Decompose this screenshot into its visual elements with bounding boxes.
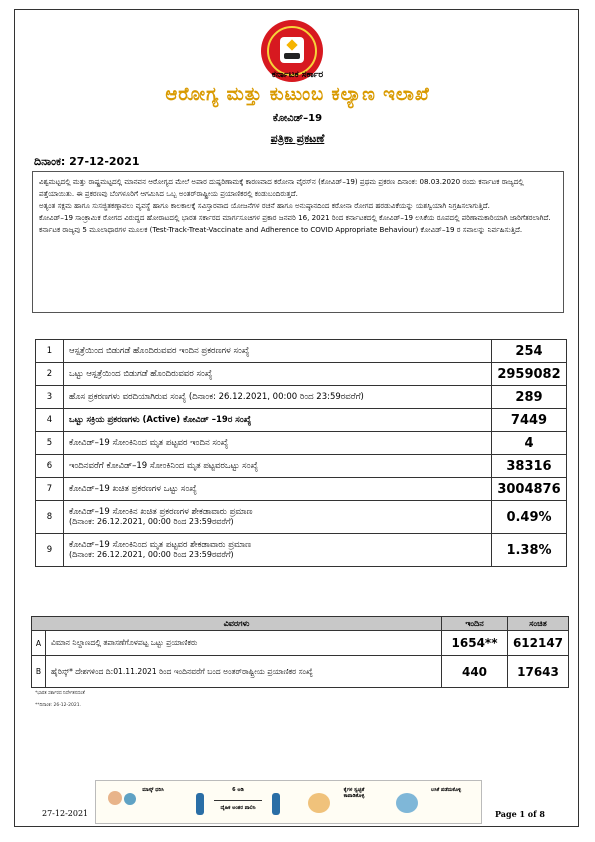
row-number: 4 (36, 409, 64, 432)
mask-person-icon (124, 793, 136, 805)
row-label-cell (64, 534, 492, 567)
table-row (36, 432, 567, 455)
covid-heading: ಕೋವಿಡ್–19 (272, 113, 323, 124)
row-number: 2 (36, 363, 64, 386)
row-label: ಹೈರಿಸ್ಕ್* ದೇಶಗಳಿಂದ ದಿ:01.11.2021 ರಿಂದ ಇಂದಿನವರೆಗೆ ಬಂದ ಅಂತರ್‌ರಾಷ್ಟ್ರೀಯ ಪ್ರಯಾಣಿಕರ ಸಂಖ್ಯೆ (46, 656, 442, 688)
distance-caption: ದೈಹಿಕ ಅಂತರ ಪಾಲಿಸಿ (220, 805, 256, 811)
intro-paragraph: ವಿಶ್ವಮಟ್ಟದಲ್ಲಿ ಮತ್ತು ರಾಷ್ಟ್ರಮಟ್ಟದಲ್ಲಿ ಮಾನವನ ಆರೋಗ್ಯದ ಮೇಲೆ ಅಪಾರ ದುಷ್ಪರಿಣಾಮಕ್ಕೆ ಕಾರಣವಾದ ಕರೋನಾ ವೈರಸ್‌ನ (ಕೋವಿಡ್–19) ಪ್ರಥಮ ಪ್ರಕರಣ ದಿನಾಂಕ: 08.03.2020 ರಂದು ಕರ್ನಾಟಕ ರಾಜ್ಯದಲ್ಲಿ ಪತ್ತೆಯಾಯಿತು. ಈ ಪ್ರಕರಣವು ಬೆಂಗಳೂರಿಗೆ ಆಗಮಿಸಿದ ಒಬ್ಬ ಅಂತರ್‌ರಾಷ್ಟ್ರೀಯ ಪ್ರಯಾಣಿಕರಲ್ಲಿ ಕಂಡುಬಂದಿರುತ್ತದೆ. (39, 177, 524, 198)
person-icon (272, 793, 280, 815)
covid-appropriate-behaviour-banner (95, 780, 482, 824)
row-label: ಇಂದಿನವರೆಗೆ ಕೋವಿಡ್–19 ಸೋಂಕಿನಿಂದ ಮೃತ ಪಟ್ಟವರಒಟ್ಟು ಸಂಖ್ಯೆ (64, 455, 492, 478)
row-number: 7 (36, 478, 64, 501)
row-label: ಒಟ್ಟು ಸಕ್ರಿಯ ಪ್ರಕರಣಗಳು (Active) ಕೋವಿಡ್ –19ರ ಸಂಖ್ಯೆ (64, 409, 492, 432)
table-row (32, 631, 569, 656)
mask-person-icon (108, 791, 122, 805)
person-icon (196, 793, 204, 815)
row-number: 8 (36, 501, 64, 534)
table-row (36, 455, 567, 478)
table-row (36, 386, 567, 409)
table-row (36, 501, 567, 534)
header-details: ವಿವರಗಳು (32, 617, 442, 631)
row-label-cell (64, 501, 492, 534)
intro-box (32, 171, 564, 313)
department-title: ಆರೋಗ್ಯ ಮತ್ತು ಕುಟುಂಬ ಕಲ್ಯಾಣ ಇಲಾಖೆ (165, 84, 430, 105)
intro-paragraph: ಅತ್ಯಂತ ಸಕ್ಷಮ ಹಾಗೂ ಸುಸಜ್ಜಿತಕಣ್ಗಾವಲು ವ್ಯವಸ್ಥೆ ಹಾಗೂ ಕಾಲಕಾಲಕ್ಕೆ ಸವಿಸ್ತಾರವಾದ ಯೋಜನೆಗಳ ರಚನೆ ಹಾಗೂ ಅನುಷ್ಠಾನದಿಂದ ಕರೋನಾ ರೋಗದ ಹರಡುವಿಕೆಯನ್ನು ಯಶಸ್ವಿಯಾಗಿ ನಿಗ್ರಹಿಸಲಾಗುತ್ತಿದೆ. (39, 201, 490, 210)
footnote-high-risk: *ಭಾರತ ಸರ್ಕಾರದ ನಿರ್ದೇಶನದಂತೆ (35, 691, 85, 696)
row-today: 440 (442, 656, 508, 688)
row-today: 1654** (442, 631, 508, 656)
header-cumulative: ಸಂಚಿತ (508, 617, 569, 631)
row-sublabel: (ದಿನಾಂಕ: 26.12.2021, 00:00 ರಿಂದ 23:59ರವರೆಗೆ) (69, 550, 234, 559)
release-date: ದಿನಾಂಕ: 27-12-2021 (34, 155, 140, 168)
row-cumulative: 17643 (508, 656, 569, 688)
intro-paragraph: ಕೋವಿಡ್–19 ಸಾಂಕ್ರಾಮಿಕ ರೋಗದ ವಿರುದ್ಧದ ಹೋರಾಟದಲ್ಲಿ ಭಾರತ ಸರ್ಕಾರದ ಮಾರ್ಗಸೂಚಿಗಳ ಪ್ರಕಾರ ಜನವರಿ 16, 2021 ರಿಂದ ಕರ್ನಾಟಕದಲ್ಲಿ ಕೋವಿಡ್–19 ಲಸಿಕೆಯ ರೂಪದಲ್ಲಿ ಪರಿಣಾಮಕಾರಿಯಾಗಿ ಜಾರಿಗೆತರಲಾಗಿದೆ. (39, 213, 551, 222)
footnote-date: **ದಿನಾಂಕ: 26-12-2021. (35, 703, 82, 708)
page-number: Page 1 of 8 (495, 809, 545, 819)
row-label: ಕೋವಿಡ್–19 ಸೋಂಕಿನಿಂದ ಮೃತ ಪಟ್ಟವರ ಇಂದಿನ ಸಂಖ್ಯೆ (64, 432, 492, 455)
row-label: ಕೋವಿಡ್–19 ಖಚಿತ ಪ್ರಕರಣಗಳ ಒಟ್ಟು ಸಂಖ್ಯೆ (64, 478, 492, 501)
row-label: ಒಟ್ಟು ಆಸ್ಪತ್ರೆಯಿಂದ ಬಿಡುಗಡೆ ಹೊಂದಿರುವವರ ಸಂಖ್ಯೆ (64, 363, 492, 386)
row-number: 6 (36, 455, 64, 478)
government-name: ಕರ್ನಾಟಕ ಸರ್ಕಾರ (271, 70, 324, 80)
row-value: 0.49% (492, 501, 567, 534)
row-number: 3 (36, 386, 64, 409)
row-letter: B (32, 656, 46, 688)
table-row (36, 534, 567, 567)
vaccine-icon (396, 793, 418, 813)
row-value: 4 (492, 432, 567, 455)
handwash-icon (308, 793, 330, 813)
press-release-heading: ಪತ್ರಿಕಾ ಪ್ರಕಟಣೆ (270, 132, 325, 145)
row-number: 9 (36, 534, 64, 567)
travel-table (31, 616, 569, 688)
row-value: 38316 (492, 455, 567, 478)
row-value: 3004876 (492, 478, 567, 501)
distance-top: 6 ಅಡಿ (232, 787, 244, 793)
mask-caption: ಮಾಸ್ಕ್ ಧರಿಸಿ (142, 787, 164, 793)
table-row (32, 656, 569, 688)
row-value: 254 (492, 340, 567, 363)
header-today: ಇಂದಿನ (442, 617, 508, 631)
vaccine-caption: ಲಸಿಕೆ ಪಡೆದುಕೊಳ್ಳಿ (430, 787, 462, 793)
row-number: 1 (36, 340, 64, 363)
row-value: 7449 (492, 409, 567, 432)
row-label: ಹೊಸ ಪ್ರಕರಣಗಳು ವರದಿಯಾಗಿರುವ ಸಂಖ್ಯೆ (ದಿನಾಂಕ: 26.12.2021, 00:00 ರಿಂದ 23:59ರವರೆಗೆ) (64, 386, 492, 409)
distance-arrow-icon (214, 800, 262, 801)
table-row (36, 409, 567, 432)
row-label: ಕೋವಿಡ್–19 ಸೋಂಕಿನಿಂದ ಮೃತ ಪಟ್ಟವರ ಶೇಕಡಾವಾರು ಪ್ರಮಾಣ (69, 540, 252, 550)
table-row (36, 340, 567, 363)
table-header-row (32, 617, 569, 631)
row-number: 5 (36, 432, 64, 455)
row-value: 2959082 (492, 363, 567, 386)
row-value: 1.38% (492, 534, 567, 567)
row-label: ಆಸ್ಪತ್ರೆಯಿಂದ ಬಿಡುಗಡೆ ಹೊಂದಿರುವವರ ಇಂದಿನ ಪ್ರಕರಣಗಳ ಸಂಖ್ಯೆ (64, 340, 492, 363)
row-letter: A (32, 631, 46, 656)
table-row (36, 363, 567, 386)
summary-table (35, 339, 567, 567)
row-value: 289 (492, 386, 567, 409)
footer-date: 27-12-2021 (42, 809, 89, 818)
handwash-caption: ಕೈಗಳ ಸ್ವಚ್ಛತೆ ಕಾಪಾಡಿಕೊಳ್ಳಿ (343, 787, 365, 799)
row-cumulative: 612147 (508, 631, 569, 656)
row-label: ಕೋವಿಡ್–19 ಸೋಂಕಿನ ಖಚಿತ ಪ್ರಕರಣಗಳ ಶೇಕಡಾವಾರು ಪ್ರಮಾಣ (69, 507, 253, 517)
table-row (36, 478, 567, 501)
intro-paragraph: ಕರ್ನಾಟಕ ರಾಜ್ಯವು 5 ಮೂಲಾಧಾರಗಳ ಮೂಲಕ (Test-Track-Treat-Vaccinate and Adherence to COVID Appropriate Behaviour) ಕೋವಿಡ್–19 ರ ಸವಾಲನ್ನು ನಿರ್ವಹಿಸುತ್ತಿದೆ. (39, 225, 523, 234)
row-sublabel: (ದಿನಾಂಕ: 26.12.2021, 00:00 ರಿಂದ 23:59ರವರೆಗೆ) (69, 517, 234, 526)
row-label: ವಿಮಾನ ನಿಲ್ದಾಣದಲ್ಲಿ ತಪಾಸಣೆಗೊಳಪಟ್ಟ ಒಟ್ಟು ಪ್ರಯಾಣಿಕರು (46, 631, 442, 656)
